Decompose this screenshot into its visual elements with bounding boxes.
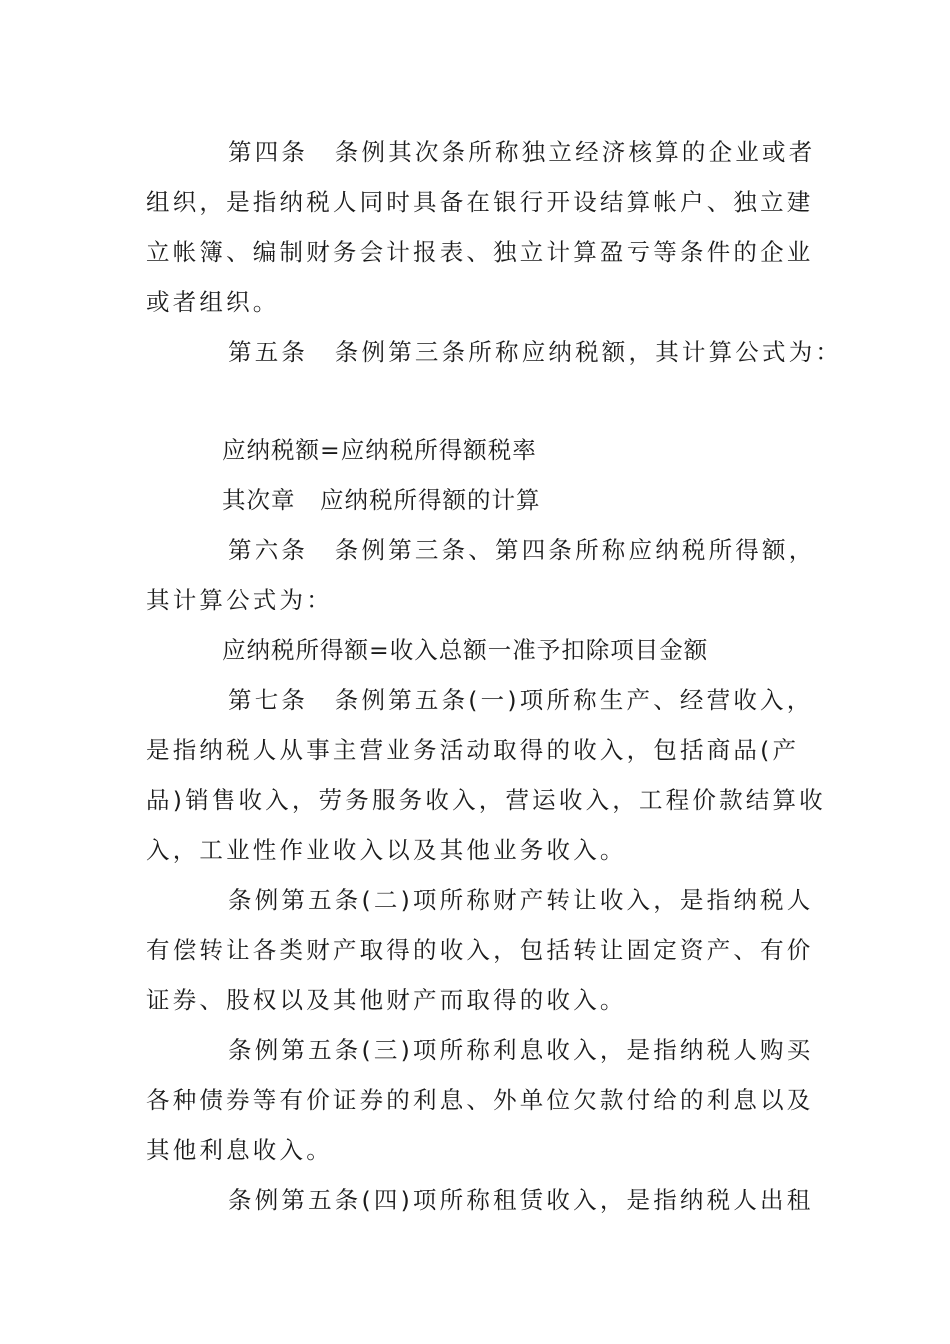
clause-3-line-3: 其他利息收入。: [146, 1136, 333, 1164]
article-7-line-3: 品)销售收入，劳务服务收入，营运收入，工程价款结算收: [146, 786, 826, 814]
article-5-line-1: 第五条 条例第三条所称应纳税额，其计算公式为：: [228, 338, 843, 366]
article-4-line-3: 立帐簿、编制财务会计报表、独立计算盈亏等条件的企业: [146, 238, 814, 266]
article-4-line-1: 第四条 条例其次条所称独立经济核算的企业或者: [228, 138, 816, 166]
article-4-line-4: 或者组织。: [146, 288, 280, 316]
article-6-line-1: 第六条 条例第三条、第四条所称应纳税所得额，: [228, 536, 816, 564]
clause-3-line-2: 各种债券等有价证券的利息、外单位欠款付给的利息以及: [146, 1086, 814, 1114]
article-4-line-2: 组织，是指纳税人同时具备在银行开设结算帐户、独立建: [146, 188, 814, 216]
article-6-line-2: 其计算公式为：: [146, 586, 333, 614]
formula-taxable-income: 应纳税所得额=收入总额一准予扣除项目金额: [222, 636, 709, 664]
clause-2-line-2: 有偿转让各类财产取得的收入，包括转让固定资产、有价: [146, 936, 814, 964]
article-7-line-2: 是指纳税人从事主营业务活动取得的收入，包括商品(产: [146, 736, 800, 764]
clause-2-line-3: 证券、股权以及其他财产而取得的收入。: [146, 986, 627, 1014]
clause-4-line-1: 条例第五条(四)项所称租赁收入，是指纳税人出租: [228, 1186, 814, 1214]
chapter-heading: 其次章 应纳税所得额的计算: [222, 486, 541, 514]
formula-tax-payable: 应纳税额=应纳税所得额税率: [222, 436, 537, 464]
clause-3-line-1: 条例第五条(三)项所称利息收入，是指纳税人购买: [228, 1036, 814, 1064]
article-7-line-4: 入，工业性作业收入以及其他业务收入。: [146, 836, 627, 864]
clause-2-line-1: 条例第五条(二)项所称财产转让收入，是指纳税人: [228, 886, 814, 914]
article-7-line-1: 第七条 条例第五条(一)项所称生产、经营收入，: [228, 686, 814, 714]
